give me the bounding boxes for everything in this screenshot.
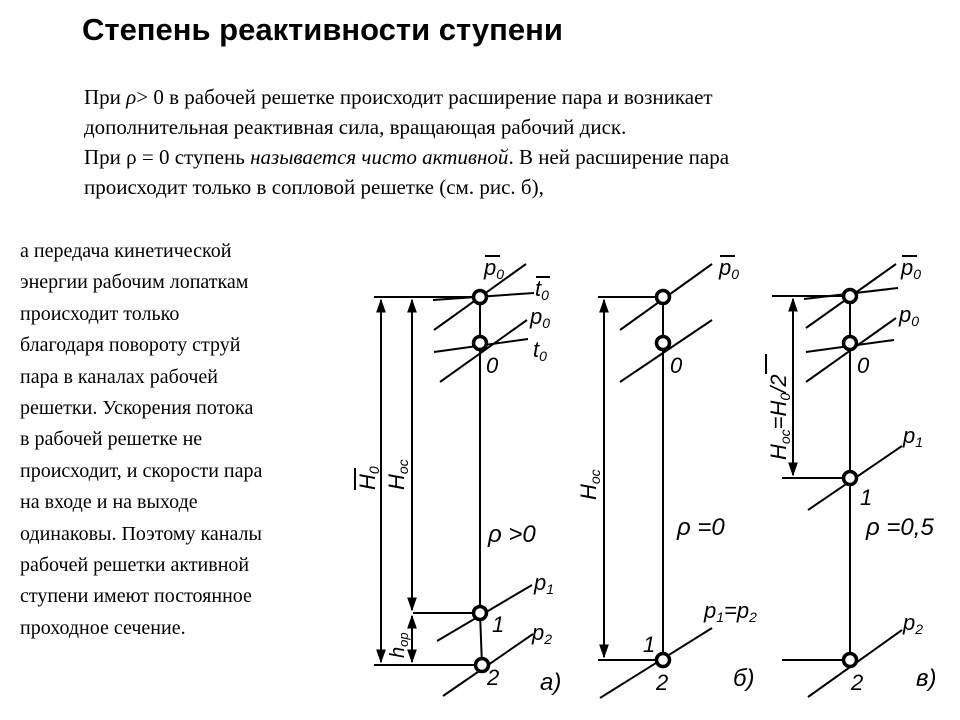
side-line: ступени имеют постоянное (20, 585, 252, 608)
side-line: энергии рабочим лопаткам (20, 271, 249, 294)
side-line: пара в каналах рабочей (20, 365, 218, 388)
label-point-1: 1 (643, 632, 656, 657)
side-line: происходит только (20, 302, 180, 325)
intro-line-3-c: . В ней расширение пара (508, 145, 730, 169)
intro-line-1-rho: ρ (126, 85, 137, 109)
label-point-2: 2 (487, 665, 500, 690)
label-p0-bar: p0 (719, 255, 740, 282)
label-p1: p1 (903, 423, 924, 450)
state-point-0-bar (474, 291, 487, 304)
label-p1: p1 (534, 570, 555, 597)
side-line: благодаря повороту струй (20, 334, 241, 357)
caption-c: в) (916, 665, 937, 692)
side-line: решетки. Ускорения потока (20, 397, 254, 420)
intro-line-4: происходит только в сопловой решетке (см. рис. б), (84, 175, 544, 199)
label-hop: $h_{op}$ (387, 632, 411, 658)
side-line: происходит, и скорости пара (20, 459, 263, 482)
label-point-1: 1 (492, 612, 505, 637)
side-line: а передача кинетической (20, 240, 232, 262)
label-hoc: Hoc (576, 469, 603, 500)
caption-a: а) (540, 669, 562, 696)
label-h0: H0 (355, 466, 382, 490)
label-hoc-formula: Hoc=H0/2 (766, 374, 793, 460)
label-point-2: 2 (851, 670, 864, 695)
state-point-0-bar (844, 290, 857, 303)
label-p0: p0 (530, 304, 551, 331)
state-point-0-bar (657, 291, 670, 304)
state-point-0 (657, 337, 670, 350)
side-line: проходное сечение. (20, 616, 186, 639)
label-point-1: 1 (860, 485, 873, 510)
intro-line-2: дополнительная реактивная сила, вращающая рабочий диск. (84, 115, 627, 139)
state-point-1 (474, 607, 487, 620)
label-point-0: 0 (486, 353, 499, 378)
state-point-0 (844, 337, 857, 350)
intro-line-3-a: При ρ = 0 ступень (84, 145, 251, 169)
intro-line-1-c: > 0 в рабочей решетке происходит расширение пара и возникает (136, 85, 713, 109)
state-point-0 (474, 337, 487, 350)
intro-line-1-a: При (84, 85, 127, 109)
side-line: рабочей решетки активной (20, 554, 250, 577)
state-point-2 (844, 654, 857, 667)
label-rho: ρ >0 (488, 521, 536, 548)
diagram-c (772, 264, 902, 697)
label-p2: p2 (532, 620, 553, 647)
label-point-0: 0 (670, 353, 683, 378)
label-t0: t0 (533, 337, 547, 364)
label-p2: p2 (903, 610, 924, 637)
label-p0-bar: p0 (484, 255, 505, 282)
label-hoc: Hoc (384, 459, 411, 490)
intro-line-3-italic: называется чисто активной (250, 145, 509, 169)
isobar-p0 (440, 320, 527, 382)
side-line: в рабочей решетке не (20, 428, 203, 451)
slide-title: Степень реактивности ступени (82, 12, 563, 47)
label-p0-bar: p0 (901, 255, 922, 282)
label-p0: p0 (899, 302, 920, 329)
side-line: одинаковы. Поэтому каналы (20, 522, 262, 545)
label-rho: ρ =0,5 (866, 514, 934, 541)
isobar-p0 (620, 320, 712, 382)
label-point-2: 2 (656, 670, 669, 695)
state-point-1 (844, 472, 857, 485)
label-t0-bar: t0 (535, 276, 549, 303)
side-line: на входе и на выходе (20, 491, 198, 514)
state-point-1-2 (657, 654, 670, 667)
caption-b: б) (733, 665, 755, 692)
diagram-a-labels (355, 255, 561, 696)
label-point-0: 0 (857, 353, 870, 378)
label-rho: ρ =0 (677, 514, 725, 541)
label-p1-eq-p2: p1=p2 (704, 598, 757, 625)
